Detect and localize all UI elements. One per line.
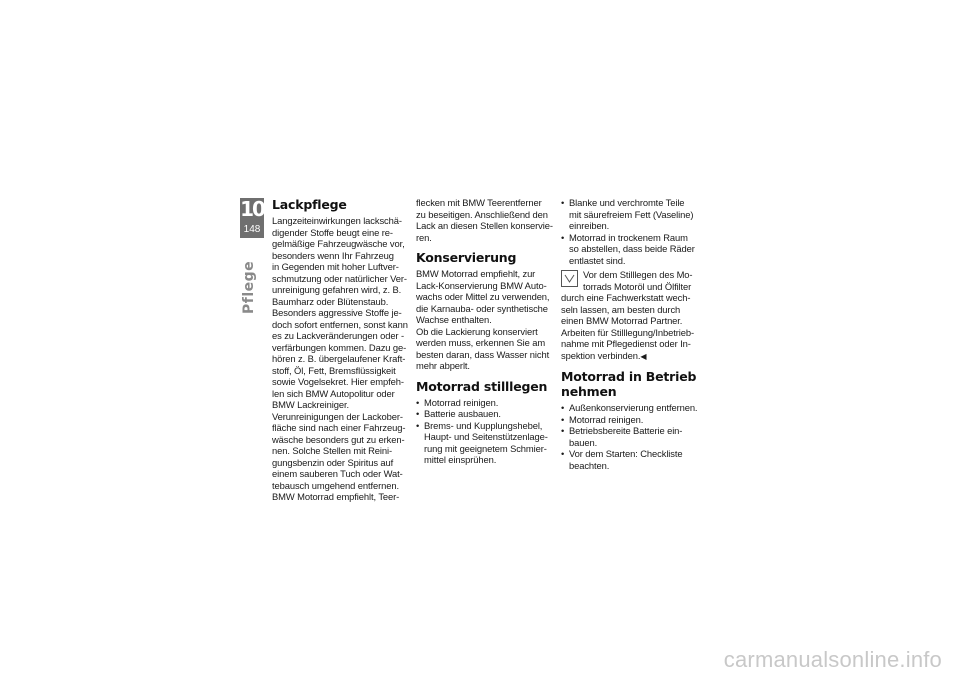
heading-lackpflege: Lackpflege: [272, 197, 347, 212]
note-arrow-icon: [561, 270, 578, 287]
inbetrieb-list: [561, 402, 699, 471]
list-item: • Motorrad reinigen.: [416, 397, 554, 409]
list-item: • Vor dem Starten: Checkliste beachten.: [561, 448, 699, 471]
column-1: [272, 197, 410, 503]
note-block: [561, 269, 699, 362]
chapter-number: 10: [240, 197, 264, 221]
watermark: carmanualsonline.info: [723, 647, 942, 672]
list-item: • Motorrad in trockenem Raum so abstellen, dass beide Räder entlastet sind.: [561, 232, 699, 267]
stilllegen-list: [416, 397, 554, 466]
heading-stilllegen: Motorrad stilllegen: [416, 378, 548, 394]
end-mark-icon: ◀: [640, 351, 647, 361]
heading-konservierung: Konservierung: [416, 250, 517, 265]
section-side-label: Pflege: [241, 260, 257, 314]
konservierung-text: BMW Motorrad empfiehlt, zur Lack-Konservierung BMW Auto- wachs oder Mittel zu verwenden, die Karnauba- oder synthetische Wachse enthalten. Ob die Lackierung konserviert werden muss, erkennen Sie am besten daran, dass Wasser nicht mehr abperlt.: [416, 268, 550, 371]
list-item: • Betriebsbereite Batterie ein- bauen.: [561, 425, 699, 448]
list-item: • Außenkonservierung entfernen.: [561, 402, 699, 414]
list-item: • Motorrad reinigen.: [561, 414, 699, 426]
column-2: [416, 197, 554, 466]
list-item: • Brems- und Kupplungshebel, Haupt- und Seitenstützenlage- rung mit geeignetem Schmier- mittel einsprühen.: [416, 420, 554, 466]
stilllegen-list-continued: [561, 197, 699, 266]
heading-inbetrieb: Motorrad in Betrieb nehmen: [561, 369, 697, 399]
note-text: Vor dem Stilllegen des Mo- torrads Motoröl und Ölfilter durch eine Fachwerkstatt wech- seln lassen, am besten durch einen BMW Motorrad Partner. Arbeiten für Stilllegung/Inbetrieb- nahme mit Pflegedienst oder In- spektion verbinden.: [561, 269, 695, 361]
page-number: 148: [243, 224, 261, 235]
list-item: • Blanke und verchromte Teile mit säurefreiem Fett (Vaseline) einreiben.: [561, 197, 699, 232]
lackpflege-continuation: flecken mit BMW Teerentferner zu beseitigen. Anschließend den Lack an diesen Stellen konservie- ren.: [416, 197, 553, 243]
column-3: [561, 197, 699, 471]
lackpflege-text: Langzeiteinwirkungen lackschä- digender Stoffe beugt eine re- gelmäßige Fahrzeugwäsche vor, besonders wenn Ihr Fahrzeug in Gegenden mit hoher Luftver- schmutzung oder natürlicher Ver- unreinigung gefahren wird, z. B. Baumharz oder Blütenstaub. Besonders aggressive Stoffe je- doch sofort entfernen, sonst kann es zu Lackveränderungen oder - verfärbungen kommen. Dazu ge- hören z. B. übergelaufener Kraft- stoff, Öl, Fett, Bremsflüssigkeit sowie Vogelsekret. Hier empfeh- len sich BMW Autopolitur oder BMW Lackreiniger. Verunreinigungen der Lackober- fläche sind nach einer Fahrzeug- wäsche besonders gut zu erken- nen. Solche Stellen mit Reini- gungsbenzin oder Spiritus auf einem sauberen Tuch oder Wat- tebausch umgehend entfernen. BMW Motorrad empfiehlt, Teer-: [272, 215, 408, 502]
list-item: • Batterie ausbauen.: [416, 408, 554, 420]
